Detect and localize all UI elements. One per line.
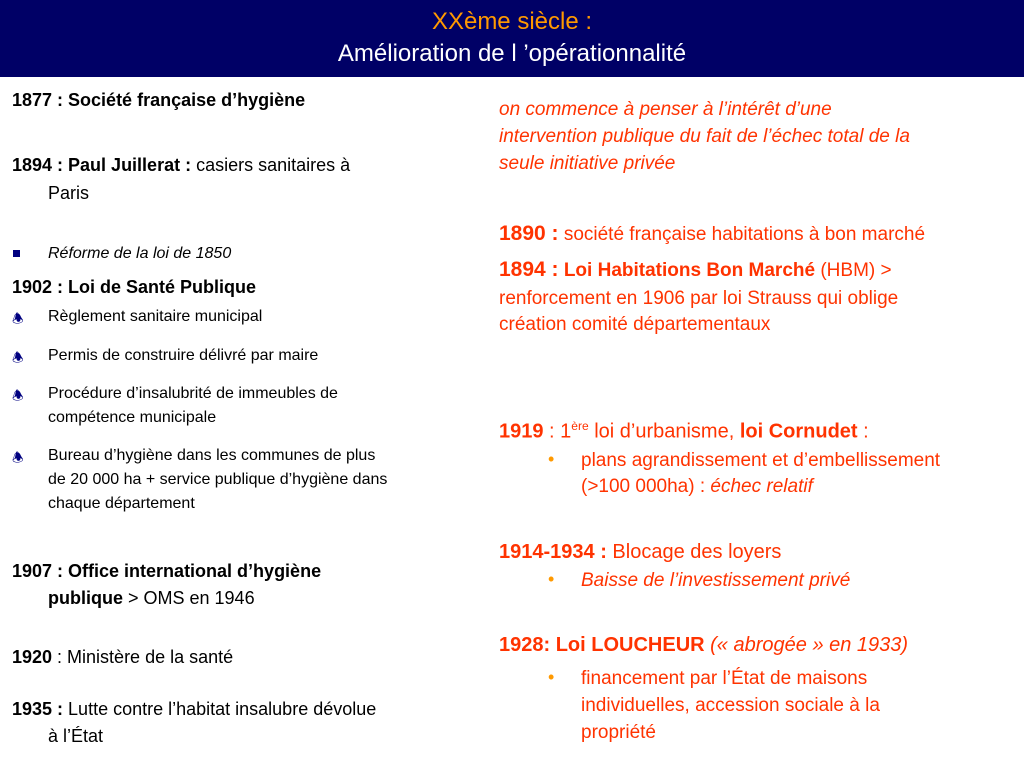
dot-bullet-icon: • bbox=[548, 569, 555, 589]
entry-1894-hbm-line3: création comité départementaux bbox=[499, 314, 771, 335]
wingding-bullet-icon: 🕭 bbox=[12, 450, 24, 465]
entry-1919 bbox=[499, 412, 869, 446]
entry-1890 bbox=[499, 220, 925, 249]
entry-1935-line2: à l’État bbox=[48, 726, 104, 746]
dot-bullet-icon: • bbox=[548, 667, 555, 687]
entry-1894-hbm bbox=[499, 256, 892, 285]
item-bureau-l3: chaque département bbox=[48, 495, 195, 512]
entry-1914-years: 1914-1934 : bbox=[499, 541, 607, 563]
slide-header bbox=[0, 0, 1024, 77]
entry-1919-bullet-l1: plans agrandissement et d’embellissement bbox=[581, 450, 941, 471]
entry-1919-text-c: : bbox=[857, 420, 869, 443]
entry-1919-text-b: loi d’urbanisme, bbox=[588, 420, 740, 443]
intro-line1: on commence à penser à l’intérêt d’une bbox=[499, 99, 832, 120]
entry-1928-bullet-l2: individuelles, accession sociale à la bbox=[581, 695, 880, 716]
item-procedure-l2: compétence municipale bbox=[48, 409, 217, 426]
entry-1894-hbm-year: 1894 : bbox=[499, 258, 559, 281]
reforme-text: Réforme de la loi de 1850 bbox=[48, 245, 232, 262]
entry-1928-law: 1928: Loi LOUCHEUR bbox=[499, 634, 705, 656]
entry-1919-sup: ère bbox=[571, 419, 589, 433]
entry-1894-line2: Paris bbox=[48, 183, 90, 203]
entry-1919-text-a: : 1 bbox=[543, 420, 572, 443]
entry-1894-text: casiers sanitaires à bbox=[191, 155, 351, 175]
entry-1935-year: 1935 : bbox=[12, 699, 64, 719]
entry-1919-year: 1919 bbox=[499, 420, 544, 443]
entry-1919-bullet-l2b: échec relatif bbox=[710, 476, 813, 497]
square-bullet-icon bbox=[13, 250, 20, 257]
entry-1935 bbox=[12, 696, 376, 723]
dot-bullet-icon: • bbox=[548, 449, 555, 469]
entry-1907-text: > OMS en 1946 bbox=[123, 588, 255, 608]
entry-1920-year: 1920 bbox=[12, 647, 53, 667]
entry-1919-bullet-l2 bbox=[581, 474, 813, 500]
entry-1877: 1877 : Société française d’hygiène bbox=[12, 90, 306, 110]
entry-1914-bullet: Baisse de l’investissement privé bbox=[581, 570, 851, 591]
entry-1907-line1: 1907 : Office international d’hygiène bbox=[12, 561, 322, 581]
intro-line3: seule initiative privée bbox=[499, 153, 676, 174]
item-permis: Permis de construire délivré par maire bbox=[48, 347, 319, 364]
entry-1890-year: 1890 : bbox=[499, 222, 559, 245]
slide-title-line1: XXème siècle : bbox=[431, 8, 593, 35]
entry-1935-text: Lutte contre l’habitat insalubre dévolue bbox=[63, 699, 377, 719]
entry-1894-hbm-law: Loi Habitations Bon Marché bbox=[558, 260, 816, 281]
entry-1894-hbm-line2: renforcement en 1906 par loi Strauss qui oblige bbox=[499, 288, 899, 309]
entry-1920-text: : Ministère de la santé bbox=[52, 647, 234, 667]
entry-1894 bbox=[12, 152, 350, 178]
wingding-bullet-icon: 🕭 bbox=[12, 388, 24, 403]
entry-1907-bold: publique bbox=[48, 588, 123, 608]
entry-1928-bullet-l1: financement par l’État de maisons bbox=[581, 668, 868, 689]
item-bureau-l1: Bureau d’hygiène dans les communes de plus bbox=[48, 447, 376, 464]
item-procedure-l1: Procédure d’insalubrité de immeubles de bbox=[48, 385, 338, 402]
item-reglement: Règlement sanitaire municipal bbox=[48, 308, 263, 325]
entry-1894-hbm-text: (HBM) > bbox=[815, 260, 892, 281]
intro-line2: intervention publique du fait de l’échec total de la bbox=[499, 126, 910, 147]
entry-1907-line2 bbox=[48, 585, 255, 612]
entry-1902: 1902 : Loi de Santé Publique bbox=[12, 277, 257, 297]
entry-1928 bbox=[499, 631, 908, 659]
entry-1928-bullet-l3: propriété bbox=[581, 722, 656, 743]
slide-title-line2: Amélioration de l ’opérationnalité bbox=[337, 40, 687, 67]
entry-1914 bbox=[499, 538, 781, 566]
entry-1894-heading: 1894 : Paul Juillerat : bbox=[12, 155, 192, 175]
entry-1928-note: (« abrogée » en 1933) bbox=[704, 634, 909, 656]
entry-1920 bbox=[12, 644, 233, 671]
entry-1890-text: société française habitations à bon marché bbox=[558, 224, 926, 245]
entry-1919-bullet-l2a: (>100 000ha) : bbox=[581, 476, 711, 497]
entry-1914-text: Blocage des loyers bbox=[606, 541, 782, 563]
wingding-bullet-icon: 🕭 bbox=[12, 311, 24, 326]
item-bureau-l2: de 20 000 ha + service publique d’hygiène dans bbox=[48, 471, 388, 488]
wingding-bullet-icon: 🕭 bbox=[12, 350, 24, 365]
entry-1919-law: loi Cornudet bbox=[739, 420, 858, 443]
